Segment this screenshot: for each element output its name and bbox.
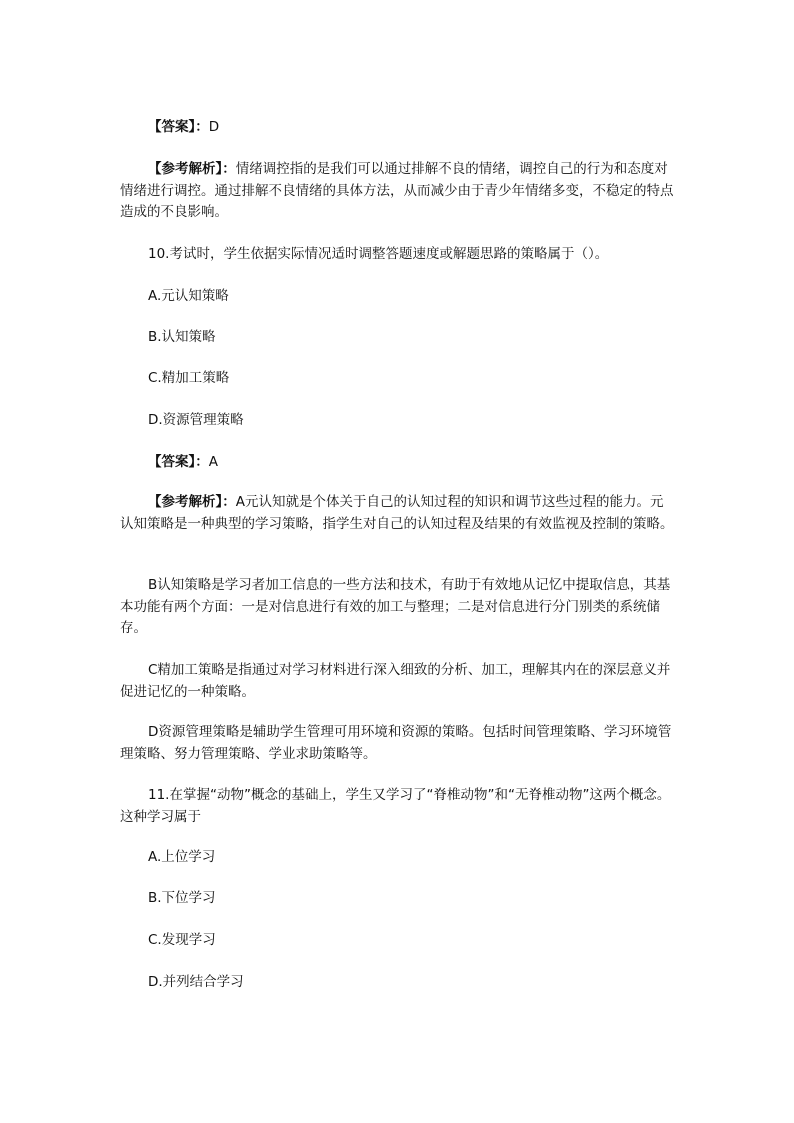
q11-option-b: B.下位学习 [148,890,216,906]
answer-9 [148,117,676,139]
q11-option-c: C.发现学习 [148,932,216,948]
analysis-10-option-b: B认知策略是学习者加工信息的一些方法和技术，有助于有效地从记忆中提取信息，其基本功能有两个方面：一是对信息进行有效的加工与整理；二是对信息进行分门别类的系统储存。 [120,577,671,636]
q10-option-b: B.认知策略 [148,329,216,345]
analysis-separator: ： [222,161,236,177]
analysis-10-option-c: C精加工策略是指通过对学习材料进行深入细致的分析、加工，理解其内在的深层意义并促进记忆的一种策略。 [120,662,671,700]
answer-10 [148,452,676,474]
answer-value: A [208,454,218,470]
analysis-text: A元认知就是个体关于自己的认知过程的知识和调节这些过程的能力。元认知策略是一种典型的学习策略，指学生对自己的认知过程及结果的有效监视及控制的策略。 [120,494,674,532]
analysis-label: 【参考解析】 [148,494,223,510]
analysis-separator: ： [222,494,236,510]
q10-option-a: A.元认知策略 [148,288,229,304]
q10-option-d: D.资源管理策略 [148,412,244,428]
analysis-10 [120,492,676,535]
question-11-stem: 11.在掌握“动物”概念的基础上，学生又学习了“脊椎动物”和“无脊椎动物”这两个概念。这种学习属于 [120,787,671,825]
q10-option-c: C.精加工策略 [148,370,230,386]
answer-separator: ： [195,454,209,470]
answer-label: 【答案】 [148,454,196,470]
analysis-9 [120,159,676,224]
question-10-stem: 10.考试时，学生依据实际情况适时调整答题速度或解题思路的策略属于（）。 [148,246,609,262]
answer-value: D [208,119,220,135]
answer-separator: ： [195,119,209,135]
q11-option-d: D.并列结合学习 [148,974,244,990]
analysis-10-option-d: D资源管理策略是辅助学生管理可用环境和资源的策略。包括时间管理策略、学习环境管理策略、努力管理策略、学业求助策略等。 [120,724,672,762]
answer-label: 【答案】 [148,119,196,135]
analysis-label: 【参考解析】 [148,161,223,177]
q11-option-a: A.上位学习 [148,849,216,865]
analysis-text: 情绪调控指的是我们可以通过排解不良的情绪，调控自己的行为和态度对情绪进行调控。通过排解不良情绪的具体方法，从而减少由于青少年情绪多变，不稳定的特点造成的不良影响。 [120,161,674,220]
